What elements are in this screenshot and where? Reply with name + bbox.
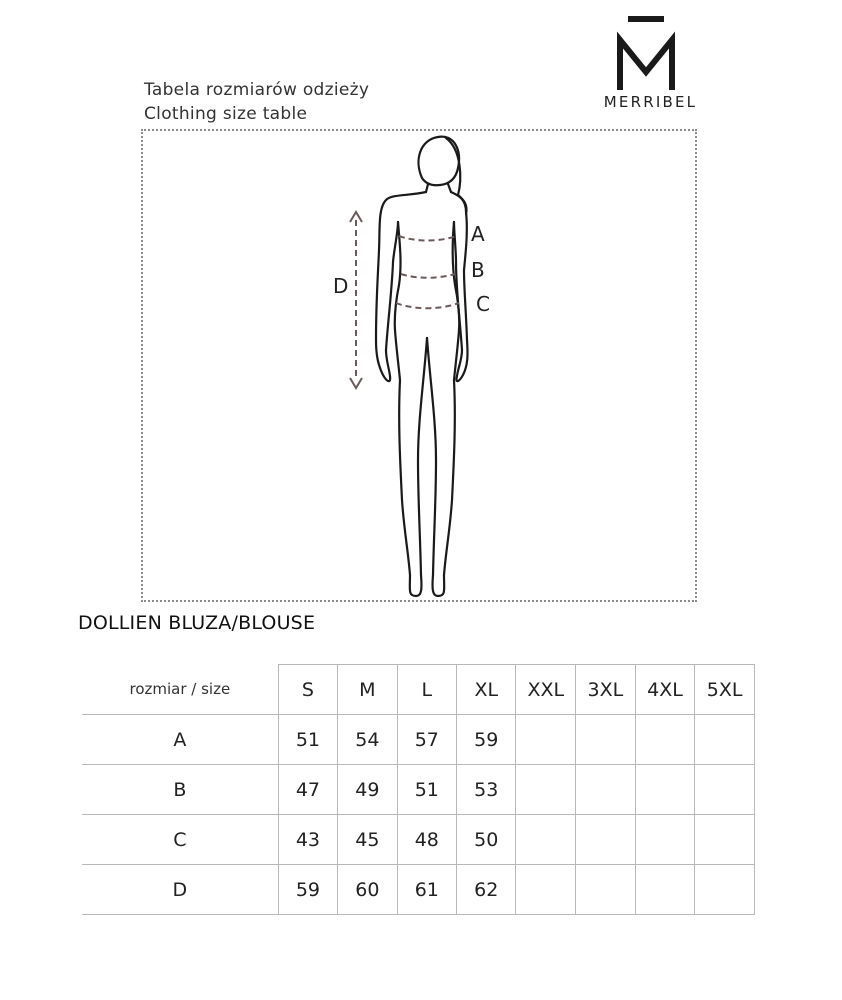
heading-english: Clothing size table: [144, 104, 308, 124]
table-cell: [695, 815, 755, 865]
table-cell: [635, 865, 695, 915]
table-cell: 61: [397, 865, 456, 915]
row-label-a: A: [82, 715, 278, 765]
table-cell: [516, 765, 576, 815]
row-label-c: C: [82, 815, 278, 865]
table-cell: [516, 715, 576, 765]
table-row: [82, 765, 755, 815]
product-title: DOLLIEN BLUZA/BLOUSE: [78, 612, 316, 634]
table-cell: 59: [278, 865, 337, 915]
size-table: [82, 664, 755, 915]
table-cell: 60: [338, 865, 397, 915]
table-cell: 49: [338, 765, 397, 815]
size-header-4xl: 4XL: [635, 665, 695, 715]
size-header-5xl: 5XL: [695, 665, 755, 715]
merribel-logo: [614, 16, 678, 96]
table-cell: [695, 765, 755, 815]
diagram-label-a: A: [471, 222, 485, 246]
table-cell: [516, 865, 576, 915]
table-cell: [576, 715, 636, 765]
table-cell: 54: [338, 715, 397, 765]
table-cell: 51: [397, 765, 456, 815]
table-cell: [635, 815, 695, 865]
table-cell: [576, 865, 636, 915]
table-cell: [635, 765, 695, 815]
table-row: [82, 715, 755, 765]
body-diagram-frame: [141, 129, 697, 602]
size-header-m: M: [338, 665, 397, 715]
table-cell: 59: [457, 715, 516, 765]
table-cell: 45: [338, 815, 397, 865]
table-cell: [516, 815, 576, 865]
table-cell: 53: [457, 765, 516, 815]
size-header-3xl: 3XL: [576, 665, 636, 715]
diagram-label-c: C: [476, 292, 490, 316]
table-row: [82, 815, 755, 865]
table-cell: 47: [278, 765, 337, 815]
row-label-b: B: [82, 765, 278, 815]
size-header-s: S: [278, 665, 337, 715]
table-cell: 43: [278, 815, 337, 865]
table-cell: [576, 815, 636, 865]
diagram-label-d: D: [333, 274, 349, 298]
brand-name: MERRIBEL: [603, 93, 698, 111]
size-corner-label: rozmiar / size: [82, 665, 278, 715]
heading-polish: Tabela rozmiarów odzieży: [144, 80, 370, 100]
table-cell: [695, 715, 755, 765]
diagram-label-b: B: [471, 258, 485, 282]
size-header-row: [82, 665, 755, 715]
table-cell: 62: [457, 865, 516, 915]
size-header-l: L: [397, 665, 456, 715]
table-cell: 50: [457, 815, 516, 865]
size-header-xl: XL: [457, 665, 516, 715]
table-cell: [635, 715, 695, 765]
table-cell: [695, 865, 755, 915]
size-header-xxl: XXL: [516, 665, 576, 715]
row-label-d: D: [82, 865, 278, 915]
table-cell: [576, 765, 636, 815]
table-cell: 57: [397, 715, 456, 765]
table-cell: 48: [397, 815, 456, 865]
table-row: [82, 865, 755, 915]
table-cell: 51: [278, 715, 337, 765]
